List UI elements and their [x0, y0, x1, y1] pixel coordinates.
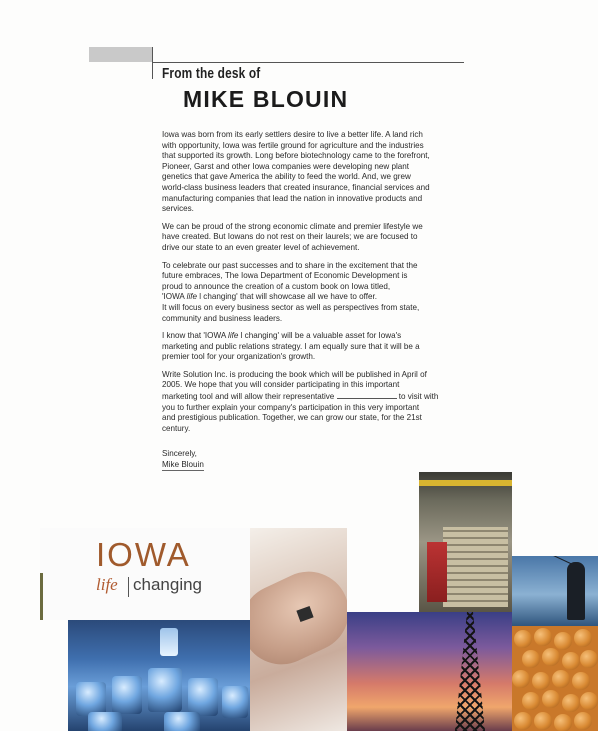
closing-block: [162, 449, 204, 471]
logo-separator: [128, 577, 129, 597]
paragraph-4-life: life: [228, 331, 239, 341]
vial-shape: [148, 668, 182, 712]
warehouse-beam: [419, 480, 512, 486]
fruit-shape: [574, 629, 592, 647]
fruit-shape: [562, 694, 580, 712]
vial-shape: [88, 712, 122, 731]
sunset-tower-photo: [347, 612, 512, 731]
vial-shape: [112, 676, 142, 714]
fruit-pile-photo: [512, 626, 598, 731]
logo-life-word: life: [96, 575, 118, 594]
fruit-shape: [512, 670, 530, 688]
logo-changing-word: changing: [133, 575, 203, 594]
fruit-shape: [554, 714, 572, 731]
paragraph-5: [162, 370, 462, 435]
header-gray-block: [89, 47, 152, 62]
microchip-fingertip-photo: [250, 528, 347, 731]
letter-body: [162, 130, 462, 441]
fruit-shape: [542, 648, 560, 666]
paragraph-1: Iowa was born from its early settlers desire to live a better life. A land rich with opportunity, Iowa was fertile ground for agriculture and the industries that supported its growth. Long before biotechnology came to the forefront, Pioneer, Garst and other Iowa companies were developing new plant genetics that gave America the ability to feed the world. And, we grew world-class business leaders that created insurance, financial services and manufacturing companies that lead the nation in innovative products and services.: [162, 130, 430, 214]
paragraph-3-text-end: l changing' that will showcase all we have to offer. It will focus on every business sector as well as perspectives from state, community and business leaders.: [162, 292, 420, 323]
paragraph-3-text: To celebrate our past successes and to share in the excitement that the future embraces, The Iowa Department of Economic Development is proud to announce the creation of a custom book on Iowa titled, 'IOWA: [162, 260, 418, 302]
fruit-shape: [542, 690, 560, 708]
paragraph-5-text-end: to visit with you to further explain your company's participation in this very important and prestigious publication. Together, we can grow our state, for the 21st century.: [162, 392, 439, 433]
fruit-shape: [580, 692, 598, 710]
fruit-shape: [574, 712, 592, 730]
fruit-shape: [534, 712, 552, 730]
fruit-shape: [522, 692, 540, 710]
fruit-shape: [572, 672, 590, 690]
paragraph-4-text-end: l changing' will be a valuable asset for Iowa's marketing and public relations strategy. I am equally sure that it will be a premier tool for your organization's growth.: [162, 331, 420, 362]
fruit-shape: [522, 650, 540, 668]
paragraph-4: [162, 331, 462, 363]
representative-blank-line: [337, 391, 397, 399]
vial-shape: [222, 686, 248, 718]
fruit-shape: [554, 632, 572, 650]
fisherman-silhouette: [567, 562, 585, 620]
paragraph-5-text: Write Solution Inc. is producing the book which will be published in April of 2005. We hope that you will consider participating in this important marketing tool and will allow their representative: [162, 369, 427, 402]
fruit-shape: [580, 650, 598, 668]
fruit-shape: [552, 670, 570, 688]
fruit-shape: [514, 712, 532, 730]
lab-vials-photo: [68, 620, 250, 731]
paragraph-3: [162, 261, 462, 325]
fisherman-photo: [512, 556, 598, 626]
paragraph-3-life: life: [186, 292, 197, 302]
fruit-shape: [534, 628, 552, 646]
signature-name: Mike Blouin: [162, 460, 204, 472]
from-desk-heading: From the desk of: [162, 66, 261, 82]
vial-shape: [76, 682, 106, 716]
pipette-tip-shape: [160, 628, 178, 656]
logo-accent-bar: [40, 573, 43, 620]
fruit-shape: [562, 652, 580, 670]
paragraph-4-text: I know that 'IOWA: [162, 331, 229, 341]
logo-iowa-wordmark: IOWA: [96, 536, 191, 573]
forklift-shape: [427, 542, 447, 602]
paragraph-2: We can be proud of the strong economic climate and premier lifestyle we have created. But Iowans do not rest on their laurels; we are focused to drive our state to an even greater level of achievement.: [162, 221, 423, 252]
header-divider-horizontal: [152, 62, 464, 63]
header-divider-vertical: [152, 47, 153, 79]
vial-shape: [188, 678, 218, 716]
radio-tower-shape: [455, 612, 485, 731]
vial-shape: [164, 712, 200, 731]
pallet-stack: [443, 527, 508, 607]
fruit-shape: [532, 672, 550, 690]
fruit-shape: [514, 630, 532, 648]
sender-name-heading: MIKE BLOUIN: [183, 86, 349, 112]
salutation: Sincerely,: [162, 449, 197, 458]
warehouse-forklift-photo: [419, 472, 512, 612]
